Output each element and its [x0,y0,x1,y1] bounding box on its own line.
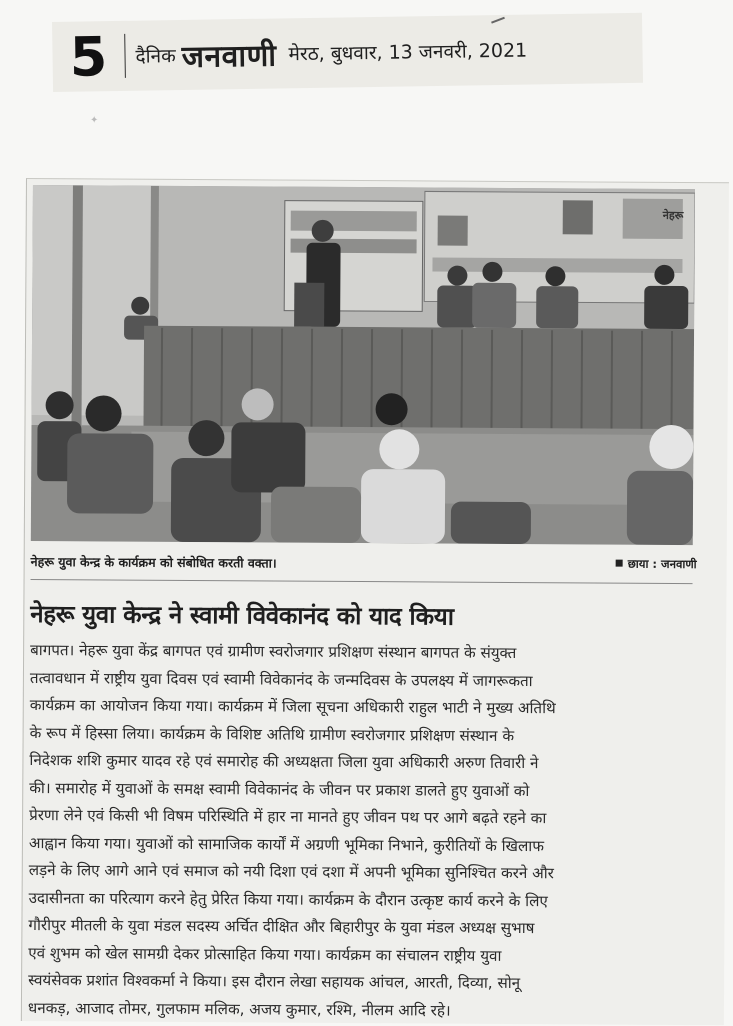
body-line: के रूप में हिस्सा लिया। कार्यक्रम के विशिष्ट अतिथि ग्रामीण स्वरोजगार प्रशिक्षण संस्थान के [29,723,515,745]
body-line: तत्वावधान में राष्ट्रीय युवा दिवस एवं स्वामी विवेकानंद के जन्मदिवस के उपलक्ष्य में जागरूकता [29,668,533,690]
body-line: स्वयंसेवक प्रशांत विश्वकर्मा ने किया। इस दौरान लेखा सहायक आंचल, आरती, दिव्या, सोनू [28,971,521,993]
body-line: धनकड़, आजाद तोमर, गुलफाम मलिक, अजय कुमार, रश्मि, नीलम आदि रहे। [27,998,451,1020]
photo-credit-text: छाया : जनवाणी [627,556,697,572]
article-headline: नेहरू युवा केन्द्र ने स्वामी विवेकानंद को याद किया [30,600,454,631]
news-clipping [21,178,729,1025]
photo-credit [616,557,697,572]
article-body [28,637,694,1026]
body-line: आह्वान किया गया। युवाओं को सामाजिक कार्यों में अग्रणी भूमिका निभाने, कुरीतियों के खिलाफ [28,833,545,855]
body-line: उदासीनता का परित्याग करने हेतु प्रेरित किया गया। कार्यक्रम के दौरान उत्कृष्ट कार्य करने के लिए [28,888,548,910]
masthead-daily-label: दैनिक [135,45,176,68]
body-line: निदेशक शशि कुमार यादव रहे एवं समारोह की अध्यक्षता जिला युवा अधिकारी अरुण तिवारी ने [29,751,539,773]
newspaper-name: जनवाणी [181,37,277,75]
paper-smudge: ✦ [90,115,99,126]
banner-text: नेहरू [662,208,684,223]
caption-divider [31,579,693,584]
body-line: बागपत। नेहरू युवा केंद्र बागपत एवं ग्रामीण स्वरोजगार प्रशिक्षण संस्थान बागपत के संयुक्त [30,641,517,663]
masthead-divider [124,34,126,78]
masthead [52,13,643,92]
body-line: प्रेरणा लेने एवं किसी भी विषम परिस्थिति में हार ना मानते हुए जीवन पथ पर आगे बढ़ते रहने का [29,806,547,828]
page-number: 5 [69,24,108,89]
body-line: गौरीपुर मीतली के युवा मंडल सदस्य अर्चित दीक्षित और बिहारीपुर के युवा मंडल अध्यक्ष सुभाष [28,916,535,938]
body-line: लड़ने के लिए आगे आने एवं समाज को नयी दिशा एवं दशा में अपनी भूमिका सुनिश्चित करने और [28,861,554,883]
body-line: की। समारोह में युवाओं के समक्ष स्वामी विवेकानंद के जीवन पर प्रकाश डालते हुए युवाओं को [29,778,530,800]
event-photo [31,185,695,545]
pen-mark [491,17,507,29]
photo-caption: नेहरू युवा केन्द्र के कार्यक्रम को संबोधित करती वक्ता। [30,554,277,571]
bullet-square-icon [616,560,623,567]
body-line: एवं शुभम को खेल सामग्री देकर प्रोत्साहित किया गया। कार्यक्रम का संचालन राष्ट्रीय युवा [28,943,502,965]
masthead-city-date: मेरठ, बुधवार, 13 जनवरी, 2021 [288,39,528,66]
body-line: कार्यक्रम का आयोजन किया गया। कार्यक्रम में जिला सूचना अधिकारी राहुल भाटी ने मुख्य अतिथि [29,696,556,718]
event-photo-illustration [31,185,695,545]
